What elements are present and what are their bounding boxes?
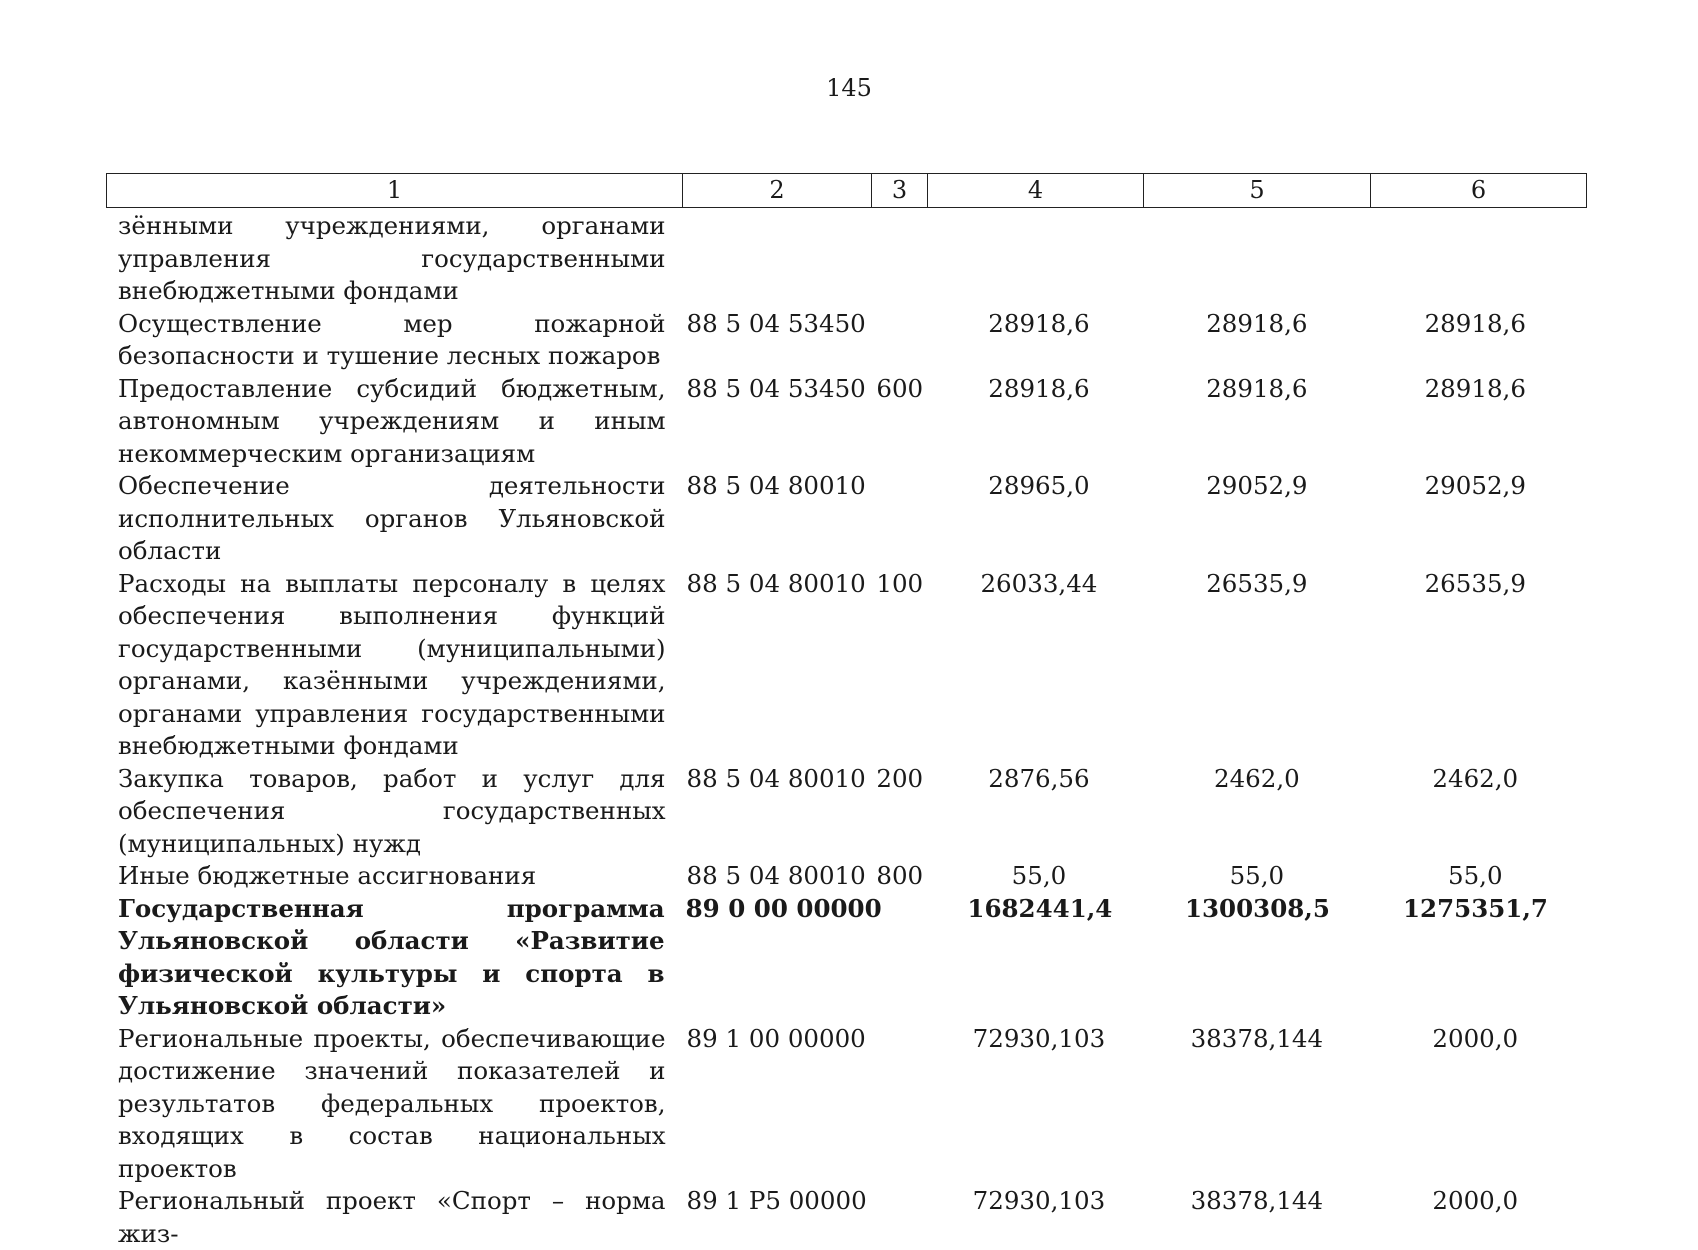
- row-name: Региональный проект «Спорт – норма жиз-: [118, 1186, 666, 1248]
- row-code: 89 0 00 00000: [685, 893, 882, 923]
- row-value-col5: 28918,6: [1206, 373, 1308, 403]
- row-value-col5: 1300308,5: [1184, 893, 1330, 923]
- row-name: Государственная программа Ульяновской области «Развитие физической культуры и спорта в Ульяновской области»: [118, 893, 665, 1020]
- row-value-col5: 28918,6: [1206, 308, 1308, 338]
- column-header-4: 4: [928, 174, 1144, 208]
- row-value-col6: 2000,0: [1432, 1186, 1519, 1215]
- row-value-col5: [1145, 210, 1368, 308]
- row-code: 88 5 04 80010: [686, 861, 866, 890]
- table-row: [106, 860, 1582, 893]
- row-expense-type: [868, 1185, 932, 1250]
- row-expense-type: 100: [876, 568, 924, 598]
- row-name: Предоставление субсидий бюджетным, автономным учреждениям и иным некоммерческим организациям: [118, 373, 666, 468]
- row-name: Осуществление мер пожарной безопасности и тушение лесных пожаров: [118, 308, 666, 370]
- row-value-col5: 26535,9: [1206, 568, 1308, 598]
- table-row: [106, 210, 1582, 308]
- row-value-col5: 2462,0: [1213, 763, 1300, 793]
- column-header-5: 5: [1144, 174, 1371, 208]
- column-header-6: 6: [1371, 174, 1587, 208]
- row-name: Региональные проекты, обеспечивающие достижение значений показателей и результатов федеральных проектов, входящих в состав национальных проектов: [118, 1023, 666, 1183]
- row-value-col6: [1369, 210, 1582, 308]
- row-code: 88 5 04 80010: [686, 763, 866, 793]
- row-value-col6: 28918,6: [1424, 373, 1526, 403]
- row-value-col6: 28918,6: [1424, 308, 1526, 338]
- table-row: [106, 1185, 1582, 1250]
- row-value-col4: 28918,6: [988, 373, 1090, 403]
- table-row: [106, 470, 1582, 568]
- row-value-col4: 28965,0: [988, 471, 1090, 500]
- table-row: [106, 1023, 1582, 1186]
- row-expense-type: [868, 1023, 932, 1186]
- row-expense-type: [868, 308, 932, 373]
- row-code: 88 5 04 53450: [686, 308, 866, 338]
- row-name: Иные бюджетные ассигнования: [118, 861, 537, 890]
- row-value-col6: 26535,9: [1424, 568, 1526, 598]
- table-row: [106, 763, 1582, 861]
- table-row: [106, 308, 1582, 373]
- column-header-row: [107, 174, 1587, 208]
- row-code: 88 5 04 80010: [686, 471, 866, 500]
- row-expense-type: 800: [876, 861, 924, 890]
- row-value-col6: 1275351,7: [1403, 893, 1548, 923]
- row-name: зёнными учреждениями, органами управления государственными внебюджетными фондами: [118, 211, 666, 305]
- row-value-col4: 2876,56: [988, 763, 1090, 793]
- row-name: Расходы на выплаты персоналу в целях обеспечения выполнения функций государственными (муниципальными) органами, казёнными учреждениями, органами управления государственными внебюджетными фондами: [118, 568, 666, 760]
- budget-table-body: [106, 210, 1582, 1250]
- row-code: 89 1 P5 00000: [686, 1186, 867, 1215]
- row-value-col6: 2000,0: [1432, 1023, 1519, 1053]
- row-expense-type: [868, 210, 932, 308]
- row-name: Обеспечение деятельности исполнительных органов Ульяновской области: [118, 471, 666, 565]
- table-row: [106, 568, 1582, 763]
- row-value-col4: 28918,6: [988, 308, 1090, 338]
- column-header-table: [106, 173, 1587, 208]
- row-name: Закупка товаров, работ и услуг для обеспечения государственных (муниципальных) нужд: [118, 763, 666, 858]
- row-value-col5: 29052,9: [1206, 471, 1308, 500]
- column-header-3: 3: [872, 174, 928, 208]
- row-value-col5: 55,0: [1229, 861, 1285, 890]
- table-row: [106, 373, 1582, 471]
- row-value-col5: 38378,144: [1190, 1186, 1324, 1215]
- column-header-1: 1: [107, 174, 683, 208]
- row-expense-type: 600: [876, 373, 924, 403]
- row-code: 88 5 04 53450: [686, 373, 866, 403]
- row-value-col4: 26033,44: [980, 568, 1098, 598]
- row-value-col6: 29052,9: [1424, 471, 1526, 500]
- page-number: 145: [826, 74, 872, 102]
- row-code: [676, 210, 869, 308]
- row-expense-type: [868, 470, 932, 568]
- row-value-col6: 2462,0: [1432, 763, 1519, 793]
- table-row: [106, 893, 1582, 1023]
- row-value-col4: 72930,103: [972, 1186, 1106, 1215]
- row-value-col6: 55,0: [1447, 861, 1503, 890]
- row-value-col4: 72930,103: [972, 1023, 1106, 1053]
- row-value-col5: 38378,144: [1190, 1023, 1324, 1053]
- row-code: 89 1 00 00000: [686, 1023, 866, 1053]
- row-value-col4: [933, 210, 1145, 308]
- row-expense-type: 200: [876, 763, 924, 793]
- row-expense-type: [870, 893, 934, 1023]
- row-value-col4: 55,0: [1011, 861, 1067, 890]
- row-value-col4: 1682441,4: [967, 893, 1113, 923]
- row-code: 88 5 04 80010: [686, 568, 866, 598]
- column-header-2: 2: [683, 174, 872, 208]
